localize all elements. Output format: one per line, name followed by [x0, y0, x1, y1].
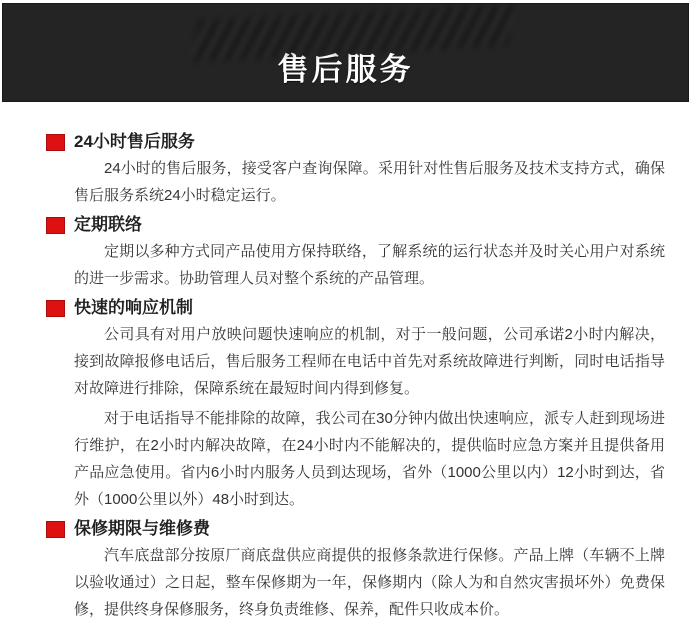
page-title: 售后服务: [277, 52, 414, 87]
red-square-bullet-icon: [46, 217, 65, 234]
red-square-bullet-icon: [46, 300, 65, 317]
section-header: [46, 215, 665, 235]
section-body: [46, 238, 665, 292]
section-body: [46, 542, 665, 623]
service-section: [46, 132, 665, 209]
section-header: [46, 519, 665, 539]
section-paragraph: 汽车底盘部分按原厂商底盘供应商提供的报修条款进行保修。产品上牌（车辆不上牌以验收通过）之日起，整车保修期为一年，保修期内（除人为和自然灾害损坏外）免费保修，提供终身保修服务，终身负责维修、保养，配件只收成本价。: [74, 547, 665, 618]
page-header-band: [2, 3, 689, 102]
content-area: [0, 102, 691, 623]
service-section: [46, 215, 665, 292]
section-title: 24小时售后服务: [74, 132, 195, 151]
service-section: [46, 298, 665, 513]
section-body: [46, 321, 665, 513]
section-body: [46, 155, 665, 209]
section-paragraph: 对于电话指导不能排除的故障，我公司在30分钟内做出快速响应，派专人赶到现场进行维护，在2小时内解决故障，在24小时内不能解决的，提供临时应急方案并且提供备用产品应急使用。省内6小时内服务人员到达现场，省外（1000公里以内）12小时到达，省外（1000公里以外）48小时到达。: [74, 410, 665, 508]
section-paragraph: 公司具有对用户放映问题快速响应的机制，对于一般问题，公司承诺2小时内解决，接到故障报修电话后，售后服务工程师在电话中首先对系统故障进行判断，同时电话指导对故障进行排除，保障系统在最短时间内得到修复。: [74, 326, 665, 397]
section-paragraph: 定期以多种方式同产品使用方保持联络，了解系统的运行状态并及时关心用户对系统的进一步需求。协助管理人员对整个系统的产品管理。: [74, 243, 665, 287]
service-section: [46, 519, 665, 623]
section-header: [46, 132, 665, 152]
section-title: 定期联络: [74, 215, 142, 234]
section-title: 快速的响应机制: [74, 298, 193, 317]
section-header: [46, 298, 665, 318]
red-square-bullet-icon: [46, 134, 65, 151]
red-square-bullet-icon: [46, 521, 65, 538]
section-title: 保修期限与维修费: [74, 519, 210, 538]
section-paragraph: 24小时的售后服务，接受客户查询保障。采用针对性售后服务及技术支持方式，确保售后服务系统24小时稳定运行。: [74, 160, 665, 204]
